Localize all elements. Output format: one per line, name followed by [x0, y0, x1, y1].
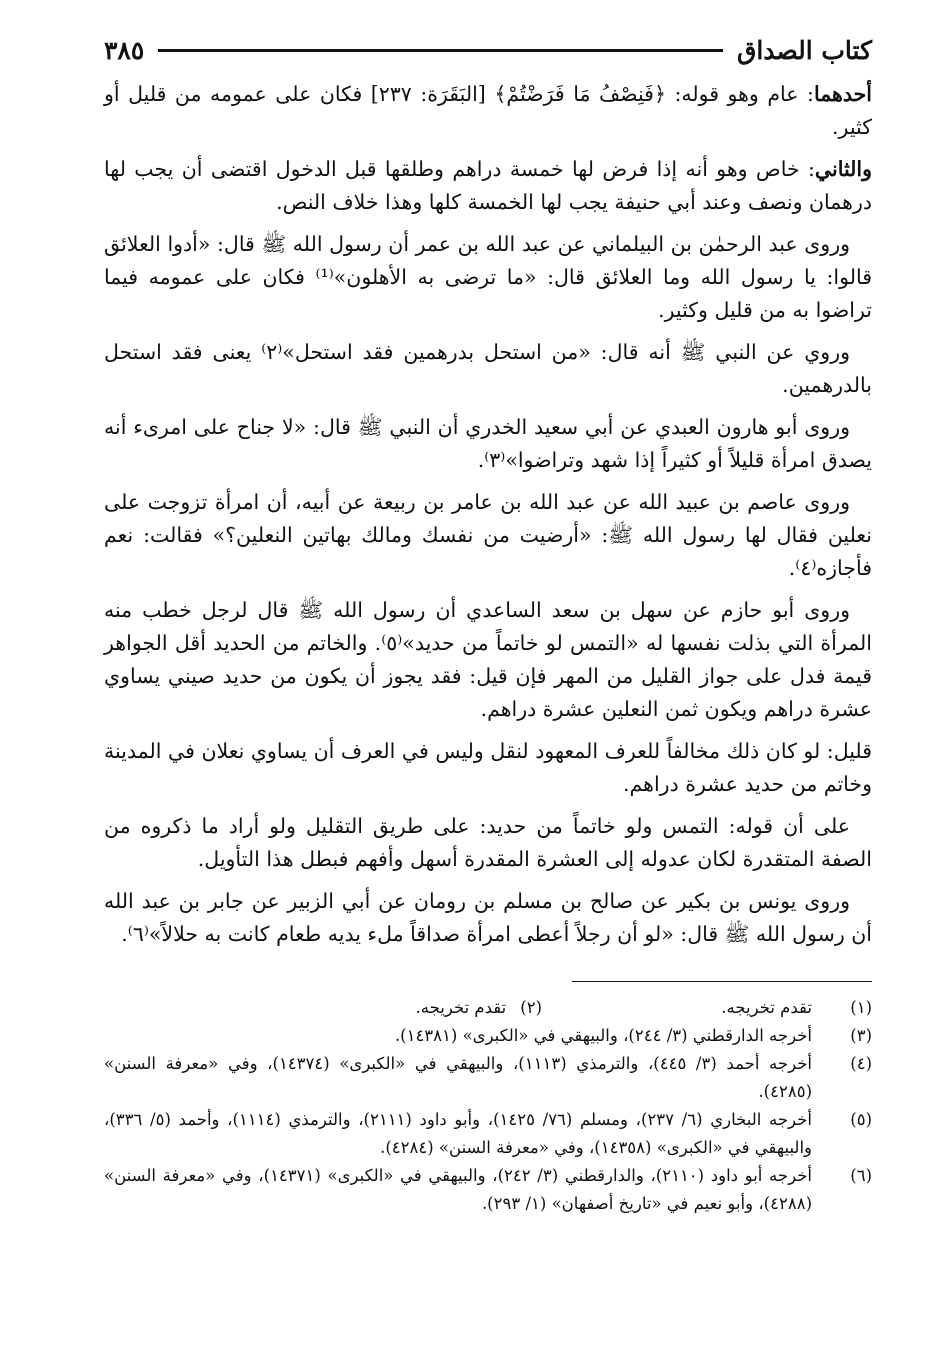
- footnote-6: [104, 1162, 872, 1218]
- footnote-number: (٢): [520, 998, 542, 1017]
- footnote-text: أخرجه البخاري (٦/ ٢٣٧)، ومسلم (٧٦/ ١٤٢٥)، وأبو داود (٢١١١)، والترمذي (١١١٤)، وأحمد (٥/ ٣٣٦)، والبيهقي في «الكبرى» (١٤٣٥٨)، وفي «معرفة السنن» (٤٢٨٤).: [104, 1110, 812, 1157]
- main-text: [104, 78, 872, 951]
- footnote-1: [542, 994, 872, 1022]
- paragraph-5: [104, 411, 872, 477]
- paragraph-3: [104, 228, 872, 327]
- footnote-text: تقدم تخريجه.: [721, 998, 812, 1017]
- paragraph-text: على أن قوله: التمس ولو خاتماً من حديد: على طريق التقليل ولو أراد ما ذكروه من الصفة المتقدرة لكان عدوله إلى العشرة المقدرة أسهل وأفهم فبطل هذا التأويل.: [104, 814, 872, 871]
- paragraph-text: وروى أبو هارون العبدي عن أبي سعيد الخدري أن النبي ﷺ قال: «لا جناح على امرىء أنه يصدق امرأة قليلاً أو كثيراً إذا شهد وتراضوا»⁽٣⁾.: [104, 415, 872, 472]
- paragraph-8: [104, 735, 872, 801]
- book-title: كتاب الصداق: [736, 35, 872, 65]
- footnote-number: (٥): [850, 1110, 872, 1129]
- paragraph-4: [104, 336, 872, 402]
- page-number: ٣٨٥: [104, 35, 145, 65]
- paragraph-9: [104, 810, 872, 876]
- page-header: [104, 30, 872, 70]
- footnote-number: (١): [850, 998, 872, 1017]
- paragraph-text: قليل: لو كان ذلك مخالفاً للعرف المعهود لنقل وليس في العرف أن يساوي نعلان في المدينة وخاتم من حديد عشرة دراهم.: [104, 739, 872, 796]
- paragraph-lead: والثاني: [814, 157, 872, 181]
- footnote-4: [104, 1050, 872, 1106]
- footnote-text: أخرجه أحمد (٣/ ٤٤٥)، والترمذي (١١١٣)، والبيهقي في «الكبرى» (١٤٣٧٤)، وفي «معرفة السنن» (٤٢٨٥).: [104, 1054, 812, 1101]
- paragraph-text: : خاص وهو أنه إذا فرض لها خمسة دراهم وطلقها قبل الدخول اقتضى أن يجب لها درهمان ونصف وعند أبي حنيفة يجب لها الخمسة كلها وهذا خلاف النص.: [104, 157, 872, 214]
- paragraph-10: [104, 885, 872, 951]
- header-rule: [158, 49, 723, 52]
- footnote-pair-row: [104, 994, 872, 1022]
- paragraph-1: [104, 78, 872, 144]
- footnote-separator: [572, 981, 872, 982]
- footnotes: [104, 994, 872, 1218]
- paragraph-2: [104, 153, 872, 219]
- paragraph-text: وروي عن النبي ﷺ أنه قال: «من استحل بدرهمين فقد استحل»⁽٢⁾ يعنى فقد استحل بالدرهمين.: [104, 340, 872, 397]
- footnote-number: (٦): [850, 1166, 872, 1185]
- paragraph-lead: أحدهما: [813, 82, 872, 106]
- footnote-text: تقدم تخريجه.: [415, 998, 507, 1017]
- paragraph-text: وروى عبد الرحمٰن بن البيلماني عن عبد الله بن عمر أن رسول الله ﷺ قال: «أدوا العلائق قالوا: يا رسول الله وما العلائق قال: «ما ترضى به الأهلون»⁽¹⁾ فكان على عمومه فيما تراضوا به من قليل وكثير.: [104, 232, 873, 322]
- paragraph-text: وروى عاصم بن عبيد الله عن عبد الله بن عامر بن ربيعة عن أبيه، أن امرأة تزوجت على نعلين فقال لها رسول الله ﷺ: «أرضيت من نفسك ومالك بهاتين النعلين؟» فقالت: نعم فأجازه⁽٤⁾.: [104, 490, 872, 580]
- paragraph-text: وروى أبو حازم عن سهل بن سعد الساعدي أن رسول الله ﷺ قال لرجل خطب منه المرأة التي بذلت نفسها له «التمس لو خاتماً من حديد»⁽٥⁾. والخاتم من الحديد أقل الجواهر قيمة فدل على جواز القليل من المهر فإن قيل: فقد يجوز أن يكون من حديد صيني يساوي عشرة دراهم ويكون ثمن النعلين عشرة دراهم.: [104, 598, 872, 721]
- footnote-number: (٣): [850, 1026, 872, 1045]
- footnote-text: أخرجه الدارقطني (٣/ ٢٤٤)، والبيهقي في «الكبرى» (١٤٣٨١).: [394, 1026, 812, 1045]
- paragraph-6: [104, 486, 872, 585]
- paragraph-text: وروى يونس بن بكير عن صالح بن مسلم بن رومان عن أبي الزبير عن جابر بن عبد الله أن رسول الله ﷺ قال: «لو أن رجلاً أعطى امرأة صداقاً ملء يديه طعام كانت به حلالاً»⁽٦⁾.: [104, 889, 872, 946]
- footnote-3: [104, 1022, 872, 1050]
- footnote-number: (٤): [850, 1054, 872, 1073]
- paragraph-7: [104, 594, 872, 726]
- footnote-text: أخرجه أبو داود (٢١١٠)، والدارقطني (٣/ ٢٤٢)، والبيهقي في «الكبرى» (١٤٣٧١)، وفي «معرفة السنن» (٤٢٨٨)، وأبو نعيم في «تاريخ أصفهان» (١/ ٢٩٣).: [104, 1166, 812, 1213]
- footnote-5: [104, 1106, 872, 1162]
- footnote-2: [416, 994, 543, 1022]
- paragraph-text: : عام وهو قوله: ﴿فَنِصْفُ مَا فَرَضْتُمْ﴾ [البَقَرَة: ٢٣٧] فكان على عمومه من قليل أو كثير.: [104, 82, 872, 139]
